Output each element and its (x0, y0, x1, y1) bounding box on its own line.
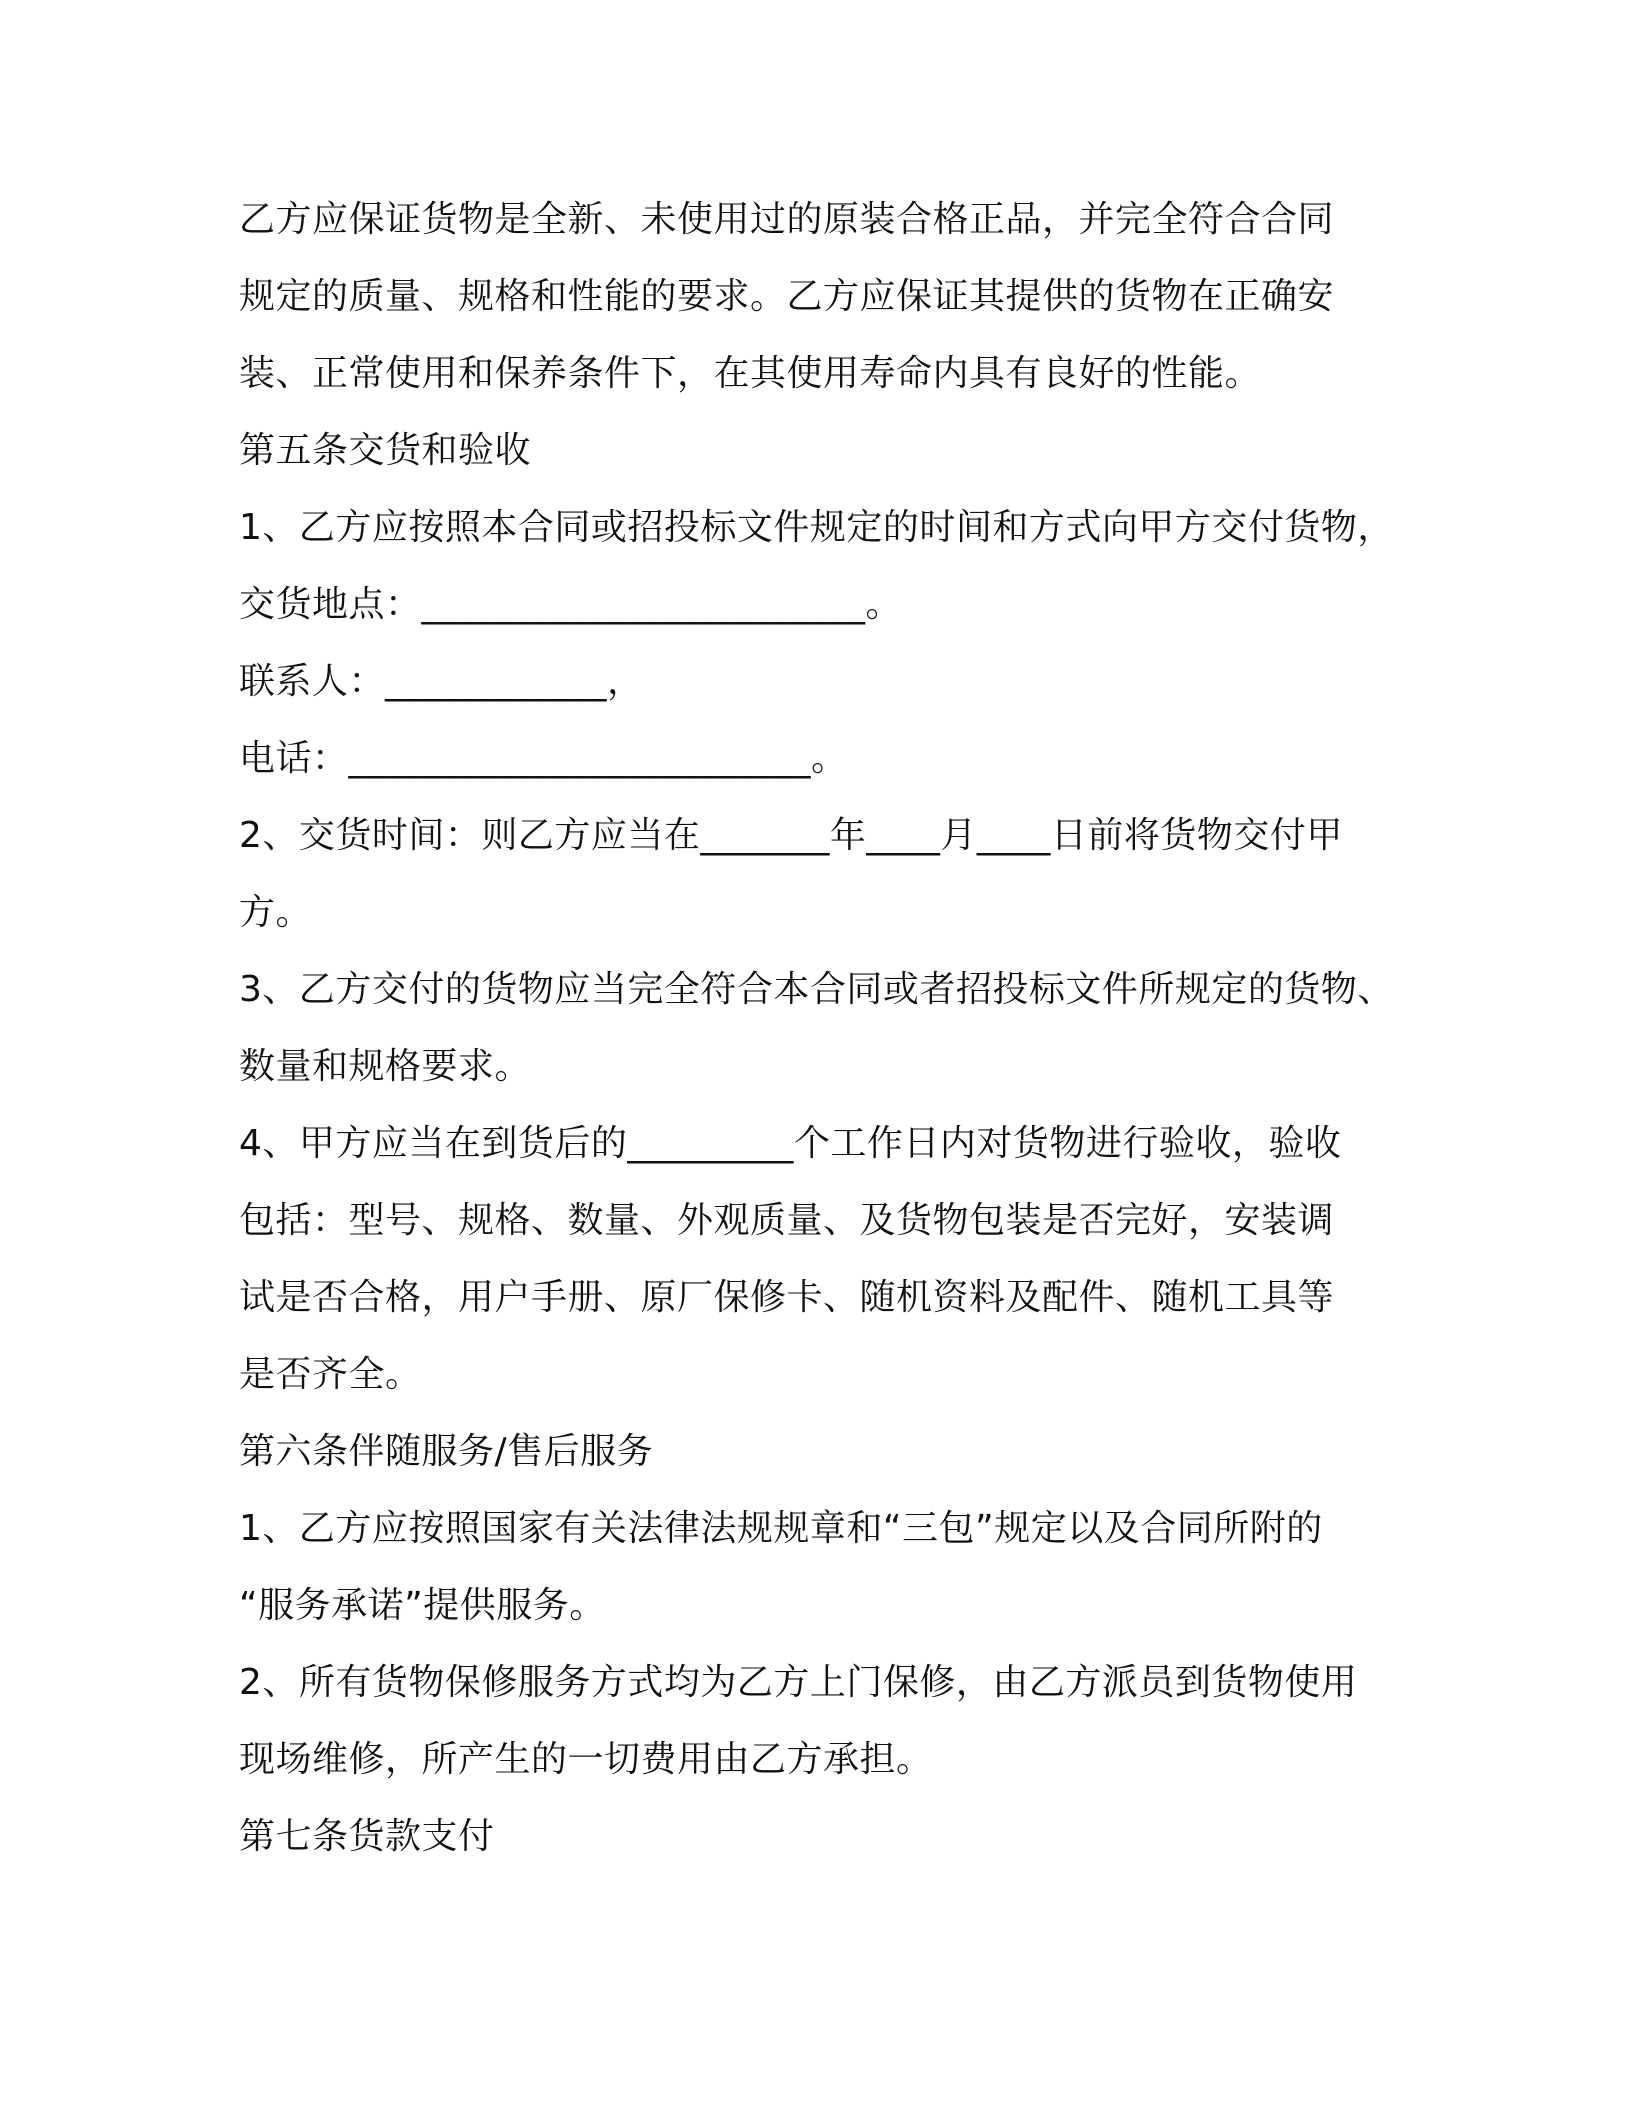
paragraph-line: 1、乙方应按照本合同或招投标文件规定的时间和方式向甲方交付货物， (239, 507, 1394, 548)
paragraph-line: “服务承诺”提供服务。 (239, 1585, 606, 1626)
paragraph-line: 规定的质量、规格和性能的要求。乙方应保证其提供的货物在正确安 (239, 276, 1335, 317)
paragraph-line: 乙方应保证货物是全新、未使用过的原装合格正品，并完全符合合同 (239, 199, 1335, 240)
paragraph-line: 电话：_________________________。 (239, 738, 848, 779)
paragraph-line: 是否齐全。 (239, 1354, 422, 1395)
paragraph-line: 试是否合格，用户手册、原厂保修卡、随机资料及配件、随机工具等 (239, 1277, 1335, 1318)
paragraph-line: 交货地点：________________________。 (239, 584, 903, 625)
paragraph-line: 2、所有货物保修服务方式均为乙方上门保修，由乙方派员到货物使用 (239, 1662, 1358, 1703)
paragraph-line: 1、乙方应按照国家有关法律法规规章和“三包”规定以及合同所附的 (239, 1508, 1323, 1549)
section-heading: 第六条伴随服务/售后服务 (239, 1431, 654, 1472)
paragraph-line: 现场维修，所产生的一切费用由乙方承担。 (239, 1739, 933, 1780)
paragraph-line: 联系人：____________， (239, 661, 644, 702)
paragraph-line: 数量和规格要求。 (239, 1046, 532, 1087)
paragraph-line: 4、甲方应当在到货后的_________个工作日内对货物进行验收，验收 (239, 1123, 1342, 1164)
section-heading: 第七条货款支付 (239, 1816, 495, 1857)
paragraph-line: 3、乙方交付的货物应当完全符合本合同或者招投标文件所规定的货物、 (239, 969, 1394, 1010)
paragraph-line: 方。 (239, 892, 313, 933)
section-heading: 第五条交货和验收 (239, 430, 532, 471)
paragraph-line: 包括：型号、规格、数量、外观质量、及货物包装是否完好，安装调 (239, 1200, 1335, 1241)
paragraph-line: 2、交货时间：则乙方应当在_______年____月____日前将货物交付甲 (239, 815, 1343, 856)
paragraph-line: 装、正常使用和保养条件下，在其使用寿命内具有良好的性能。 (239, 353, 1262, 394)
